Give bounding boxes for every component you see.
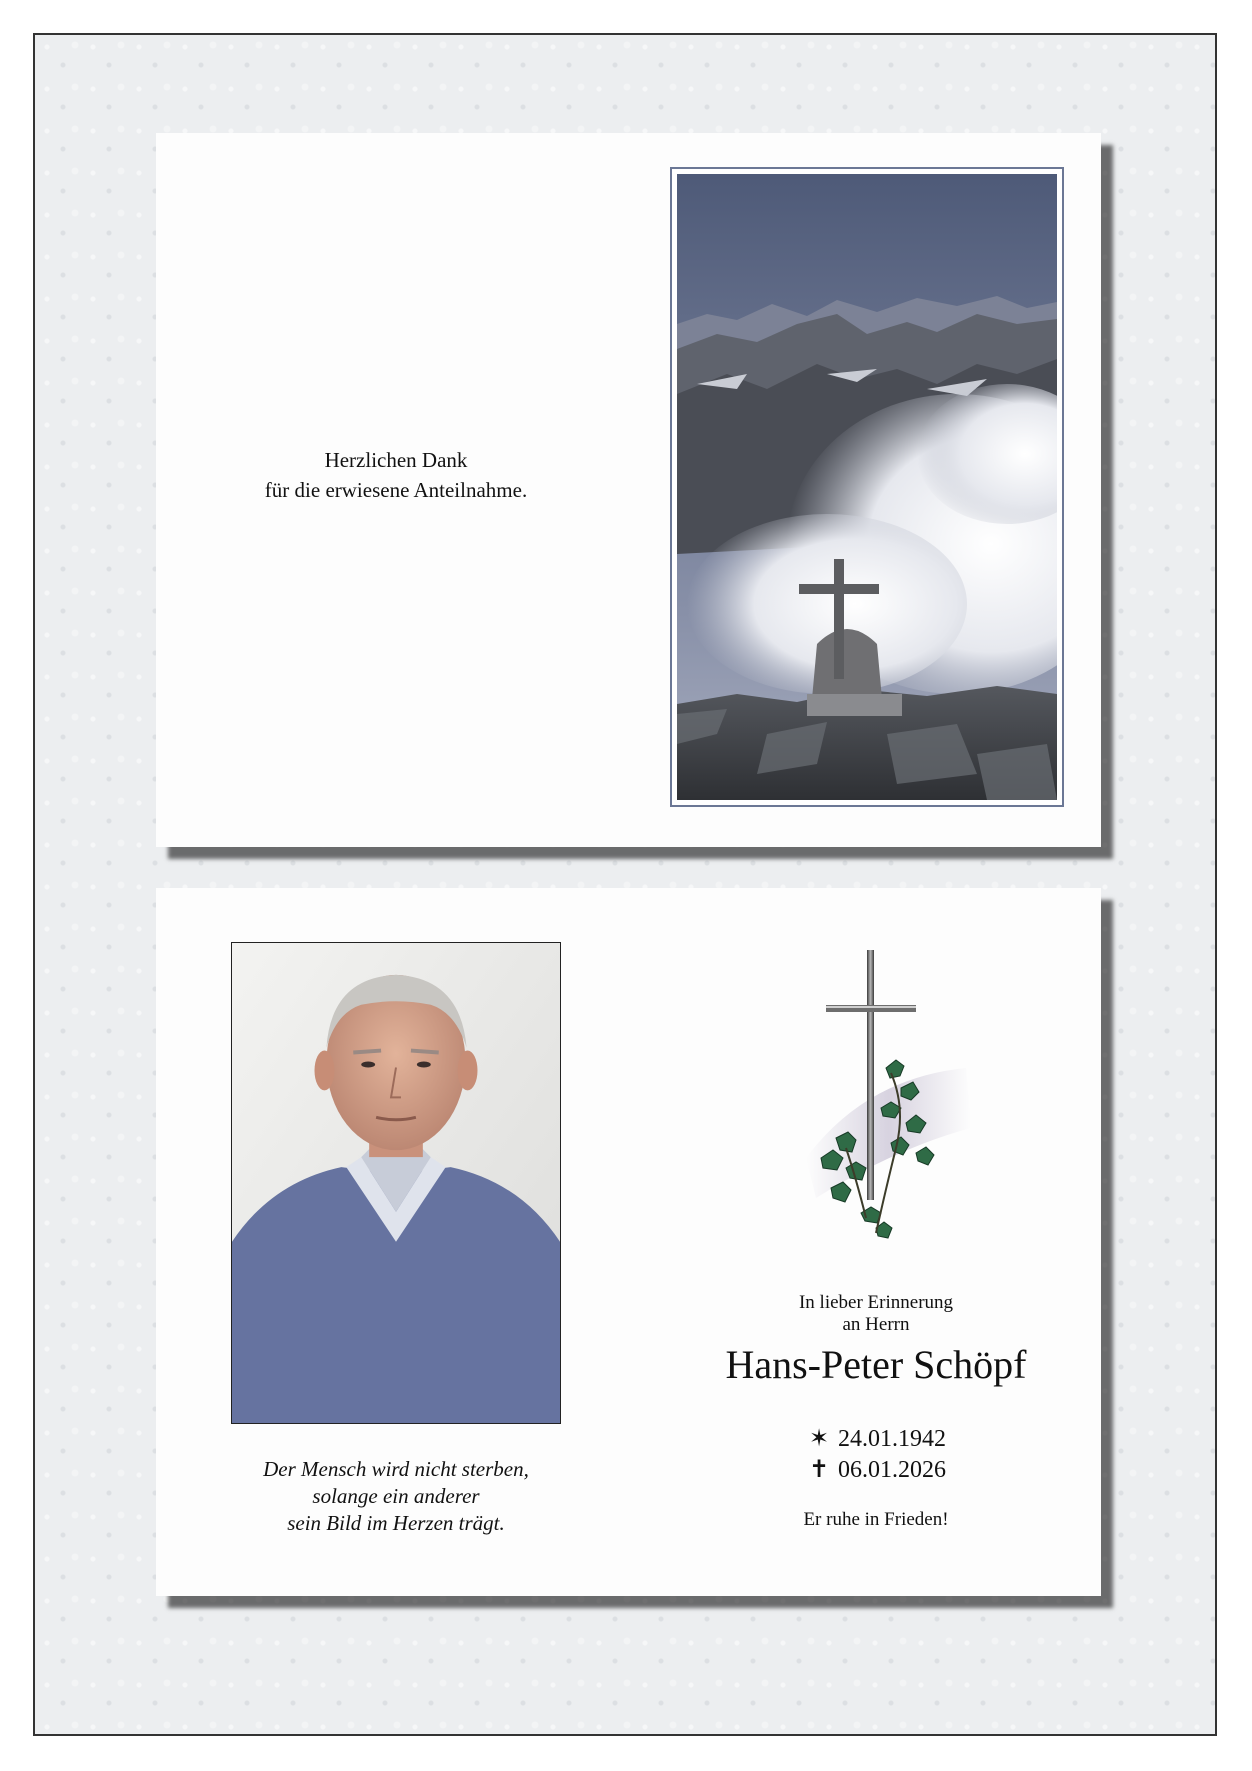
- birth-date: 24.01.1942: [838, 1426, 946, 1452]
- memorial-quote: [196, 1456, 596, 1537]
- intro-line-2: an Herrn: [842, 1314, 910, 1335]
- death-date: 06.01.2026: [838, 1457, 946, 1483]
- thanks-line-1: Herzlichen Dank: [324, 448, 468, 472]
- memorial-text: [676, 1292, 1076, 1532]
- birth-date-line: [676, 1424, 1076, 1455]
- quote-line-1: Der Mensch wird nicht sterben,: [263, 1457, 529, 1481]
- death-cross-icon: ✝: [808, 1457, 830, 1483]
- mountain-summit-cross-photo: [677, 174, 1057, 800]
- life-dates: [676, 1424, 1076, 1486]
- portrait-photo: [232, 943, 560, 1423]
- death-date-line: [676, 1455, 1076, 1486]
- thank-you-text: [216, 445, 576, 505]
- quote-line-3: sein Bild im Herzen trägt.: [287, 1511, 505, 1535]
- mountain-photo-frame: [670, 167, 1064, 807]
- thanks-line-2: für die erwiesene Anteilnahme.: [264, 478, 528, 502]
- thank-you-card: [156, 133, 1101, 847]
- page-sheet: [33, 33, 1217, 1736]
- memorial-intro: [676, 1292, 1076, 1336]
- farewell-text: Er ruhe in Frieden!: [803, 1509, 949, 1530]
- birth-star-icon: ✶: [808, 1426, 830, 1452]
- deceased-name: Hans-Peter Schöpf: [725, 1342, 1027, 1387]
- cross-with-ivy-icon: [776, 948, 976, 1260]
- intro-line-1: In lieber Erinnerung: [798, 1292, 954, 1313]
- memorial-card: [156, 888, 1101, 1596]
- portrait-photo-frame: [231, 942, 561, 1424]
- quote-line-2: solange ein anderer: [312, 1484, 480, 1508]
